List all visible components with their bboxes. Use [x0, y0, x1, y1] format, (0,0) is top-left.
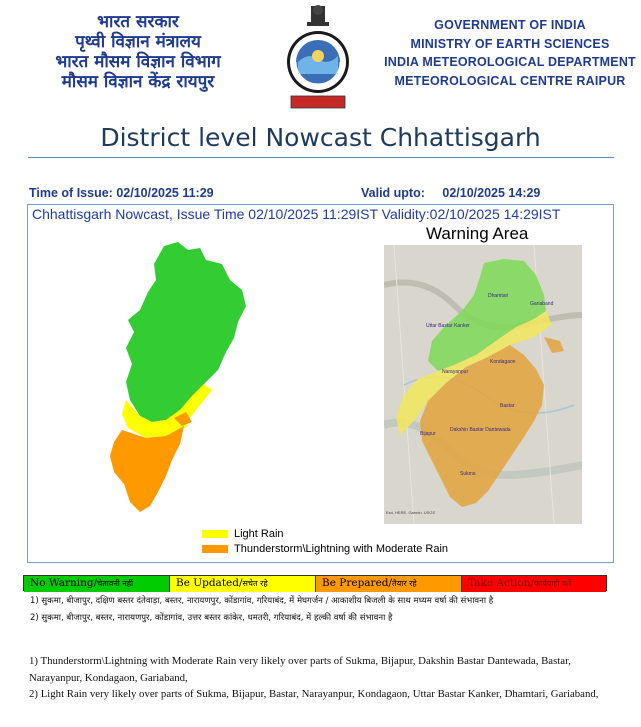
scale-label-be-updated: Be Updated/ [176, 577, 243, 589]
legend-label-moderate-rain: Thunderstorm\Lightning with Moderate Rain [234, 543, 449, 555]
scale-no-warning [24, 576, 170, 592]
scale-label-no-warning: No Warning/ [30, 577, 98, 589]
hindi-line-mc-raipur: मौसम विज्ञान केंद्र रायपुर [61, 72, 215, 92]
page-title: District level Nowcast Chhattisgarh [100, 123, 541, 152]
map-label-kondagaon: Kondagaon [490, 359, 516, 365]
hindi-forecast-1: 1) सुकमा, बीजापुर, दक्षिण बस्तर दंतेवाड़ा, बस्तर, नारायणपुर, कोंडागांव, गरियाबंद, में मेघगर्जन / आकाशीय बिजली के साथ मध्यम वर्षा की संभावना है [30, 596, 494, 606]
hindi-line-imd: भारत मौसम विज्ञान विभाग [55, 52, 221, 72]
chhattisgarh-state-map [96, 240, 256, 518]
map-label-sukma: Sukma [460, 471, 476, 477]
hindi-forecast-2: 2) सुकमा, बीजापुर, बस्तर, नारायणपुर, कोंडागांव, उत्तर बस्तर कांकेर, धमतरी, गरियाबंद, में हल्की वर्षा की संभावना है [30, 613, 393, 623]
english-line-imd: INDIA METEOROLOGICAL DEPARTMENT [384, 55, 636, 69]
warning-area-map [384, 245, 582, 524]
imd-emblem-icon [283, 4, 353, 112]
map-panel-heading: Chhattisgarh Nowcast, Issue Time 02/10/2025 11:29IST Validity:02/10/2025 14:29IST [32, 206, 561, 222]
legend-swatch-moderate-rain [202, 545, 228, 553]
scale-hindi-be-updated: सचेत रहे [242, 579, 268, 588]
scale-be-prepared [316, 576, 462, 592]
hindi-header [28, 12, 248, 92]
map-label-dantewada: Dakshin Bastar Dantewada [450, 427, 511, 433]
legend-label-light-rain: Light Rain [234, 528, 284, 540]
map-label-bastar: Bastar [500, 403, 515, 409]
time-of-issue-label: Time of Issue: [29, 186, 113, 200]
legend-swatch-light-rain [202, 530, 228, 538]
map-label-narayanpur: Narayanpur [442, 369, 469, 375]
legend-item-moderate-rain [202, 543, 448, 555]
english-line-government: GOVERNMENT OF INDIA [434, 18, 586, 32]
english-line-ministry: MINISTRY OF EARTH SCIENCES [410, 36, 610, 51]
scale-hindi-be-prepared: तैयार रहे [392, 579, 417, 588]
warning-scale [23, 575, 607, 591]
english-forecast-2: 2) Light Rain very likely over parts of Sukma, Bijapur, Bastar, Narayanpur, Kondagaon, Uttar Bastar Kanker, Dhamtari, Gariaband, [29, 688, 599, 700]
scale-hindi-no-warning: चेतावनी नहीं [97, 579, 134, 588]
map-label-dhamtari: Dhamtari [488, 293, 509, 299]
time-of-issue-value: 02/10/2025 11:29 [116, 186, 214, 200]
map-credit: Esri, HERE, Garmin, USGS [386, 510, 436, 515]
valid-upto-value: 02/10/2025 14:29 [442, 186, 541, 200]
scale-hindi-take-action: कार्यवाही करें [534, 579, 572, 588]
scale-label-take-action: Take Action/ [468, 577, 535, 589]
english-line-mc-raipur: METEOROLOGICAL CENTRE RAIPUR [394, 73, 626, 88]
english-header [384, 16, 636, 90]
english-forecast-1: 1) Thunderstorm\Lightning with Moderate Rain very likely over parts of Sukma, Bijapur, Dakshin Bastar Dantewada, Bastar, Narayanpur, Kondagaon, Gariaband, [29, 655, 571, 684]
valid-upto-label: Valid upto: [361, 186, 425, 200]
warning-area-title: Warning Area [426, 224, 529, 243]
map-label-gariaband: Gariaband [530, 301, 554, 307]
legend-item-light-rain [202, 528, 284, 540]
title-underline [28, 157, 614, 158]
scale-be-updated [170, 576, 316, 592]
hindi-line-ministry: पृथ्वी विज्ञान मंत्रालय [75, 32, 201, 52]
valid-upto [361, 186, 540, 200]
time-of-issue [29, 186, 214, 200]
scale-label-be-prepared: Be Prepared/ [322, 577, 393, 589]
map-label-bijapur: Bijapur [420, 431, 436, 437]
map-label-uttar-bastar-kanker: Uttar Bastar Kanker [426, 323, 470, 329]
scale-take-action [462, 576, 606, 592]
hindi-line-government: भारत सरकार [97, 12, 179, 32]
